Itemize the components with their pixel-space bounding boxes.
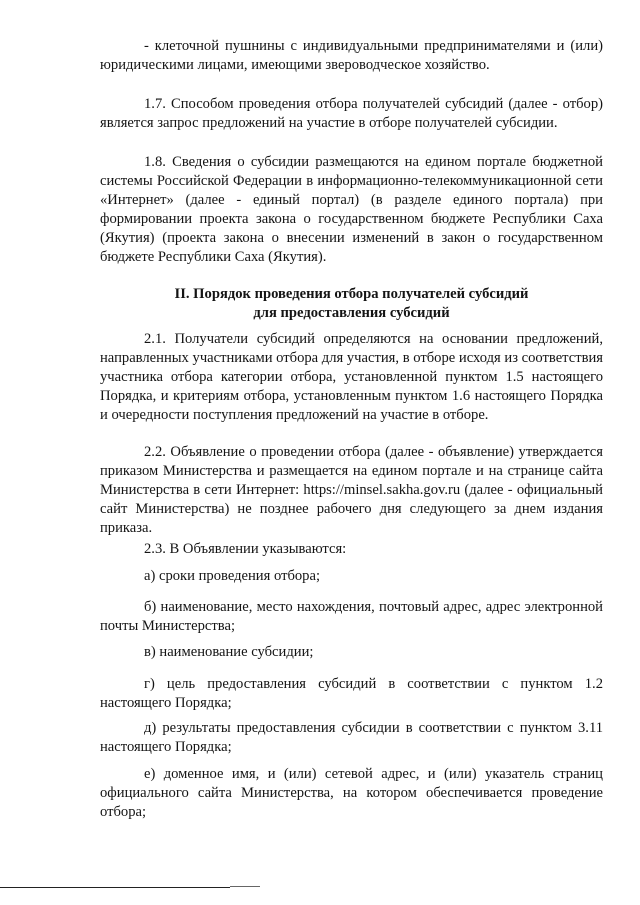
list-item-g: г) цель предоставления субсидий в соответствии с пунктом 1.2 настоящего Порядка; <box>100 676 603 711</box>
list-item-d: д) результаты предоставления субсидии в соответствии с пунктом 3.11 настоящего Порядка; <box>100 720 603 755</box>
scan-edge-line-faint <box>230 886 260 887</box>
list-item-b: б) наименование, место нахождения, почтовый адрес, адрес электронной почты Министерства; <box>100 599 603 634</box>
list-item-e: е) доменное имя, и (или) сетевой адрес, и (или) указатель страниц официального сайта Министерства, на котором обеспечивается проведение отбора; <box>100 766 603 820</box>
paragraph-1-8: 1.8. Сведения о субсидии размещаются на едином портале бюджетной системы Российской Федерации в информационно-телекоммуникационной сети «Интернет» (далее - единый портал) (в разделе единого портала) при формировании проекта закона о государственном бюджете Республики Саха (Якутия) (проекта закона о внесении изменений в закон о государственном бюджете Республики Саха (Якутия). <box>100 154 603 265</box>
paragraph-1-7: 1.7. Способом проведения отбора получателей субсидий (далее - отбор) является запрос предложений на участие в отборе получателей субсидии. <box>100 96 603 131</box>
scan-edge-line <box>0 887 230 888</box>
section-heading-line2: для предоставления субсидий <box>253 305 450 321</box>
list-item-v: в) наименование субсидии; <box>144 644 314 660</box>
paragraph-fur-pelts: - клеточной пушнины с индивидуальными предпринимателями и (или) юридическими лицами, имеющими звероводческое хозяйство. <box>100 38 603 73</box>
section-heading-line1: II. Порядок проведения отбора получателей субсидий <box>174 286 529 302</box>
list-item-a: а) сроки проведения отбора; <box>144 568 321 584</box>
section-heading <box>100 285 603 323</box>
paragraph-2-2: 2.2. Объявление о проведении отбора (далее - объявление) утверждается приказом Министерства и размещается на едином портале и на странице сайта Министерства в сети Интернет: https://minsel.sakha.gov.ru (далее - официальный сайт Министерства) не позднее рабочего дня следующего за днем издания приказа. <box>100 444 603 536</box>
paragraph-2-1: 2.1. Получатели субсидий определяются на основании предложений, направленных участниками отбора для участия, в отборе исходя из соответствия участника отбора категории отбора, установленной пунктом 1.5 настоящего Порядка, и критериям отбора, установленным пунктом 1.6 настоящего Порядка и очередности поступления предложений на участие в отборе. <box>100 331 603 423</box>
paragraph-2-3: 2.3. В Объявлении указываются: <box>144 541 347 557</box>
